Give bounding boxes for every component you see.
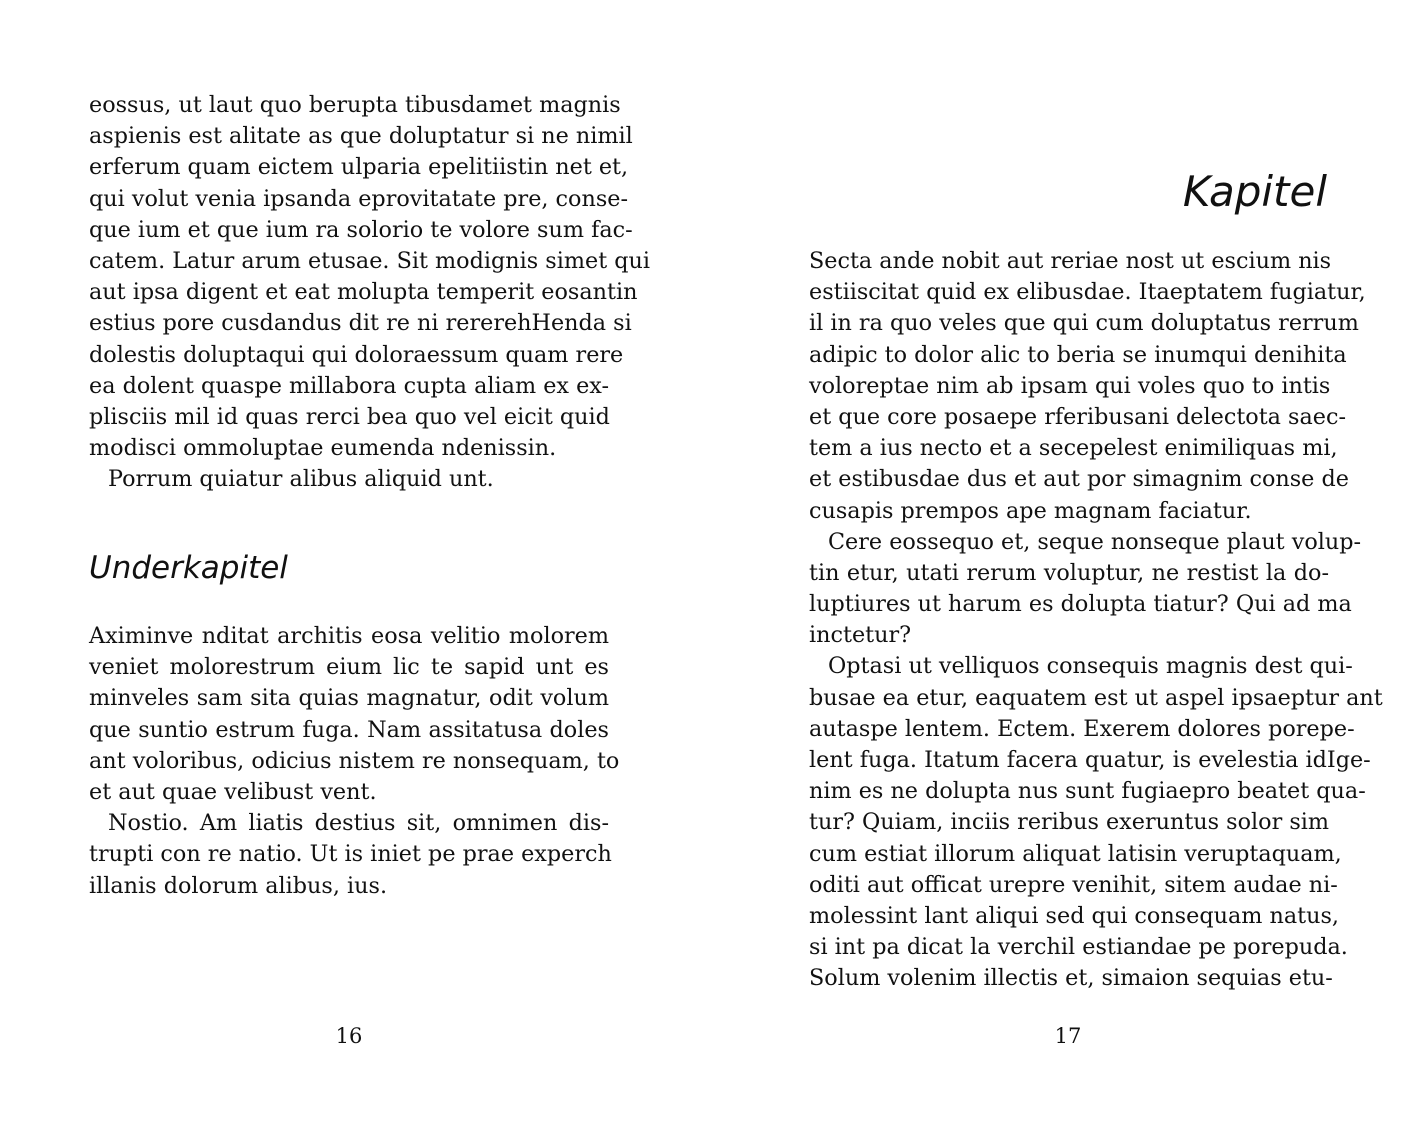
text-line: dolestis doluptaqui qui doloraessum quam rere (89, 341, 624, 368)
text-line: cusapis prempos ape magnam faciatur. (809, 497, 1252, 524)
text-line: oditi aut officat urepre venihit, sitem audae ni- (809, 871, 1338, 898)
page-number: 17 (1054, 1024, 1082, 1048)
text-line: veniet molorestrum eium lic te sapid unt es (89, 654, 609, 681)
page-number: 16 (335, 1024, 363, 1048)
text-line: Optasi ut velliquos consequis magnis dest qui- (828, 653, 1353, 680)
text-line: tem a ius necto et a secepelest enimiliquas mi, (809, 435, 1338, 462)
text-line: cum estiat illorum aliquat latisin veruptaquam, (809, 840, 1342, 867)
text-line: autaspe lentem. Ectem. Exerem dolores porepe- (809, 715, 1355, 742)
text-line: aut ipsa digent et eat molupta temperit eosantin (89, 279, 638, 306)
text-line: modisci ommoluptae eumenda ndenissin. (89, 435, 557, 462)
subheading: Underkapitel (89, 550, 288, 586)
text-line: luptiures ut harum es dolupta tiatur? Qui ad ma (809, 591, 1352, 618)
right-text-block (809, 246, 1383, 995)
text-line: inctetur? (809, 622, 912, 649)
text-line: si int pa dicat la verchil estiandae pe porepuda. (809, 934, 1348, 961)
left-top-text-block (89, 90, 651, 495)
text-line: illanis dolorum alibus, ius. (89, 872, 388, 899)
text-line: Cere eossequo et, seque nonseque plaut volup- (828, 528, 1362, 555)
text-line: tur? Quiam, inciis reribus exeruntus solor sim (809, 809, 1330, 836)
text-line: molessint lant aliqui sed qui consequam natus, (809, 902, 1339, 929)
text-line: Secta ande nobit aut reriae nost ut escium nis (809, 248, 1332, 274)
text-line: Aximinve nditat architis eosa velitio molorem (89, 623, 609, 649)
text-line: busae ea etur, eaquatem est ut aspel ipsaeptur ant (809, 684, 1383, 711)
text-line: Solum volenim illectis et, simaion sequias etu- (809, 965, 1333, 992)
text-line: et estibusdae dus et aut por simagnim conse de (809, 466, 1349, 493)
text-line: aspienis est alitate as que doluptatur si ne nimil (89, 123, 633, 150)
text-line: estiiscitat quid ex elibusdae. Itaeptatem fugiatur, (809, 279, 1366, 306)
text-line: trupti con re natio. Ut is iniet pe prae experch (89, 841, 612, 868)
chapter-heading: Kapitel (1182, 167, 1327, 216)
text-line: Nostio. Am liatis destius sit, omnimen dis- (108, 810, 609, 837)
text-line: catem. Latur arum etusae. Sit modignis simet qui (89, 247, 651, 274)
text-line: voloreptae nim ab ipsam qui voles quo to intis (809, 372, 1331, 399)
text-line: ea dolent quaspe millabora cupta aliam ex ex- (89, 372, 609, 399)
text-line: que suntio estrum fuga. Nam assitatusa doles (89, 716, 609, 743)
text-line: erferum quam eictem ulparia epelitiistin net et, (89, 154, 629, 181)
text-line: nim es ne dolupta nus sunt fugiaepro beatet qua- (809, 778, 1366, 805)
left-bottom-text-block (89, 621, 620, 902)
text-line: Porrum quiatur alibus aliquid unt. (108, 466, 494, 493)
text-line: estius pore cusdandus dit re ni rererehHenda si (89, 310, 632, 337)
text-line: plisciis mil id quas rerci bea quo vel eicit quid (89, 403, 610, 430)
text-line: et aut quae velibust vent. (89, 778, 377, 805)
text-line: minveles sam sita quias magnatur, odit volum (89, 685, 609, 712)
text-line: adipic to dolor alic to beria se inumqui denihita (809, 341, 1347, 368)
text-line: eossus, ut laut quo berupta tibusdamet magnis (89, 92, 621, 118)
left-page (0, 0, 708, 1122)
text-line: tin etur, utati rerum voluptur, ne restist la do- (809, 559, 1329, 586)
text-line: lent fuga. Itatum facera quatur, is evelestia idIge- (809, 747, 1371, 773)
right-page (709, 0, 1417, 1122)
text-line: ant voloribus, odicius nistem re nonsequam, to (89, 747, 620, 774)
text-line: que ium et que ium ra solorio te volore sum fac- (89, 216, 633, 243)
text-line: il in ra quo veles que qui cum doluptatus rerrum (809, 310, 1359, 337)
text-line: qui volut venia ipsanda eprovitatate pre, conse- (89, 185, 629, 212)
text-line: et que core posaepe rferibusani delectota saec- (809, 403, 1346, 430)
